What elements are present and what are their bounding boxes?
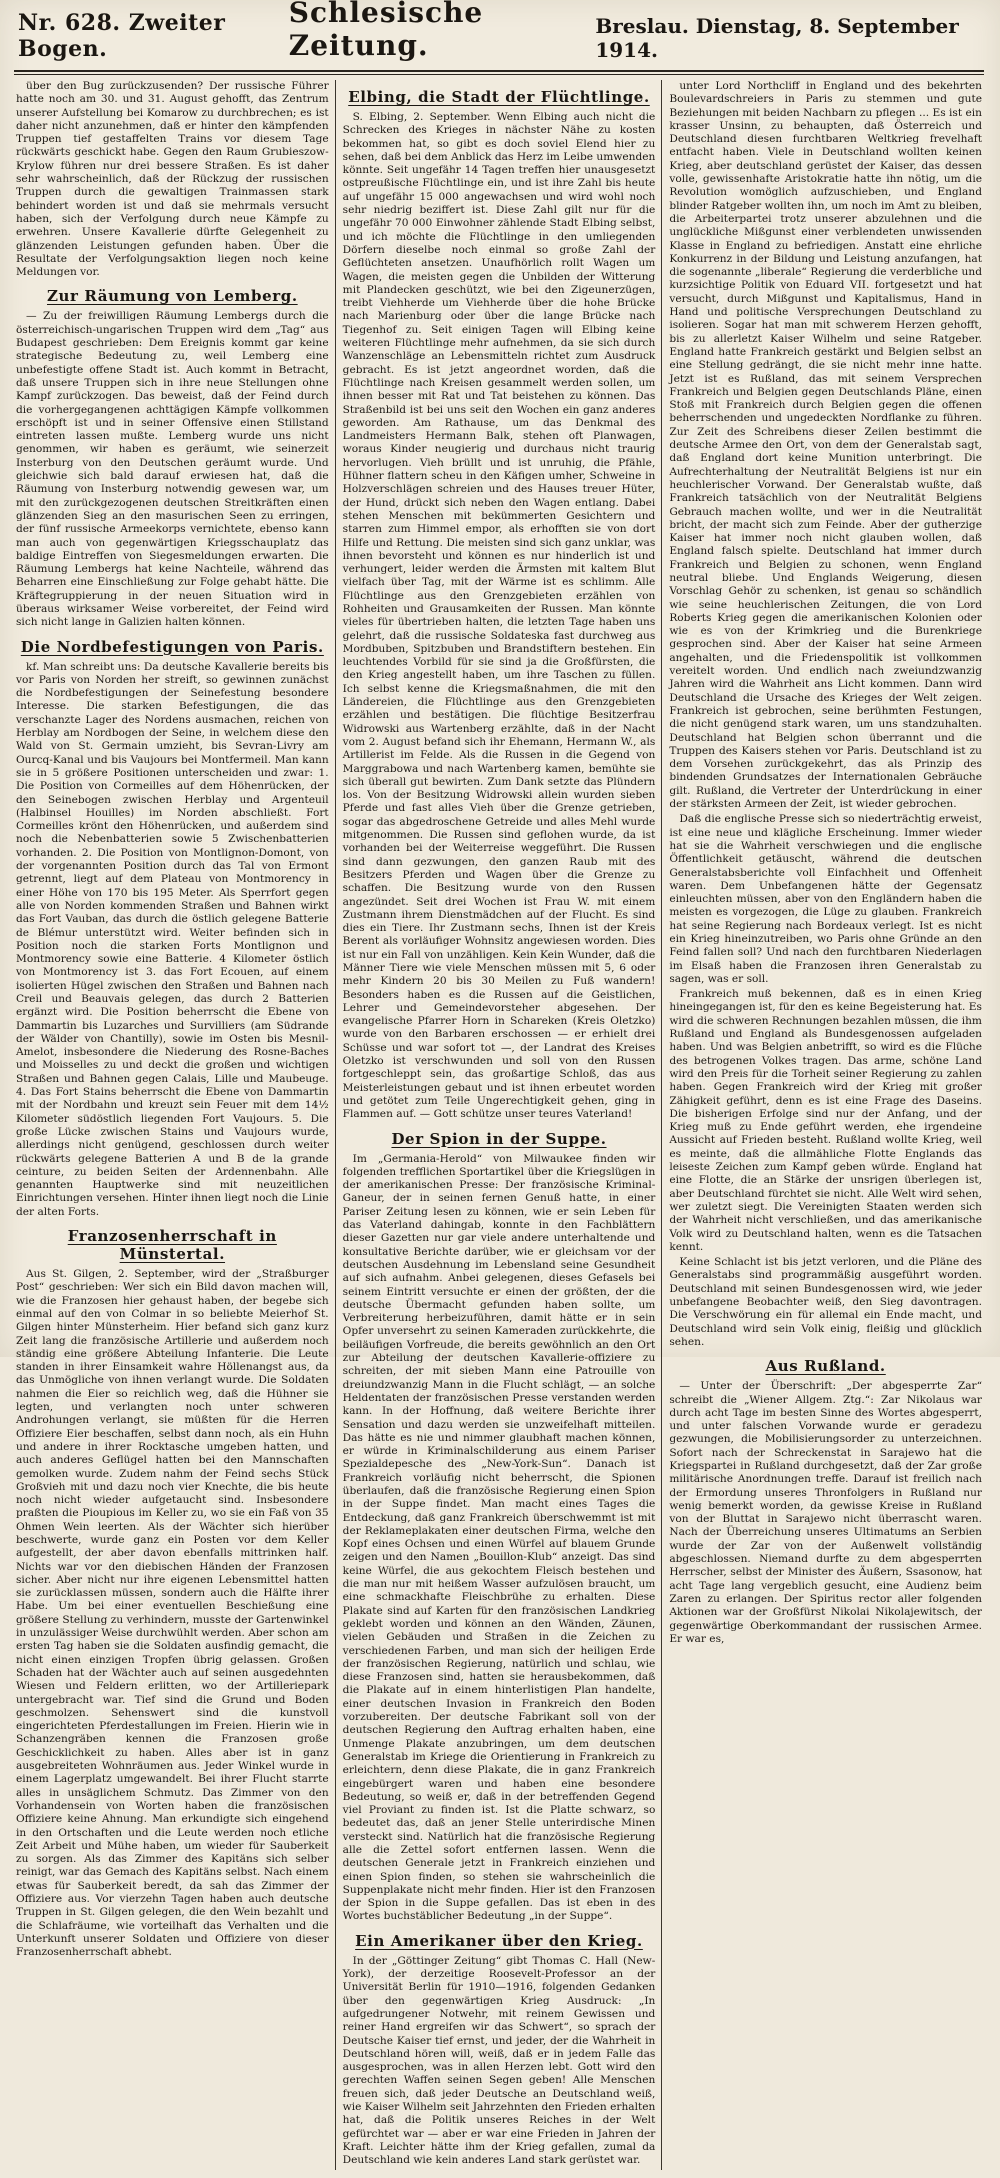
- masthead-rule-thin: [14, 74, 984, 75]
- masthead: [12, 0, 986, 68]
- column-3: [669, 80, 982, 2170]
- masthead-rule: [14, 70, 984, 72]
- article-headline: Der Spion in der Suppe.: [391, 1129, 607, 1148]
- article-paragraph: über den Bug zurückzusenden? Der russische Führer hatte noch am 30. und 31. August gehofft, das Zentrum unserer Aufstellung bei Komarow zu durchbrechen; es ist daher nicht anzunehmen, daß er hinter den kämpfenden Truppen tief gestaffelten Trains vor diesem Tage rückwärts geschickt habe. Gegen den Raum Grubieszow-Krylow führen nur drei bessere Straßen. Es ist daher sehr wahrscheinlich, daß der Rückzug der russischen Truppen durch die gewaltigen Trainmassen stark behindert worden ist und daß sie mehrmals versucht haben, sich der Verfolgung durch neue Kämpfe zu erwehren. Unsere Kavallerie dürfte Gelegenheit zu glänzenden Leistungen gefunden haben. Über die Resultate der Verfolgungsaktion liegen noch keine Meldungen vor.: [16, 80, 329, 279]
- article-paragraph: Keine Schlacht ist bis jetzt verloren, und die Pläne des Generalstabs sind programmäßig ausgeführt worden. Deutschland mit seinen Bundesgenossen wird, wie jeder unbefangene Beobachter weiß, den Sieg davontragen. Die Verschwörung ein für allemal ein Ende macht, und Deutschland wird sein Volk einig, fleißig und glücklich sehen.: [669, 1256, 982, 1348]
- article-headline: Aus Rußland.: [765, 1357, 886, 1376]
- column-1: [16, 80, 329, 2170]
- article-headline: Elbing, die Stadt der Flüchtlinge.: [348, 88, 650, 106]
- newspaper-title: Schlesische Zeitung.: [288, 0, 484, 62]
- article-paragraph: kf. Man schreibt uns: Da deutsche Kavallerie bereits bis vor Paris von Norden her streift, so gewinnen zunächst die Nordbefestigungen der Seinefestung besondere Interesse. Die starken Befestigungen, die das verschanzte Lager des Nordens ausmachen, reichen von Herblay am Nordbogen der Seine, in welchem diese den Wald von St. Germain umzieht, bis Sevran-Livry am Ourcq-Kanal und bis Vaujours bei Montfermeil. Man kann sie in 5 größere Positionen unterscheiden und zwar: 1. Die Position von Cormeilles auf dem Höhenrücken, der den Seinebogen zwischen Herblay und Argenteuil (Halbinsel Houilles) im Norden abschließt. Fort Cormeilles krönt den Höhenrücken, und außerdem sind noch die Nebenbatterien sowie 5 Zwischenbatterien vorhanden. 2. Die Position von Montlignon-Domont, von der vorgenannten Position durch das Tal von Ermont getrennt, liegt auf dem Plateau von Montmorency in einer Höhe von 170 bis 195 Meter. Als Sperrfort gegen alle von Norden kommenden Straßen und Bahnen wirkt das Fort Vauban, das durch die östlich gelegene Batterie de Blémur unterstützt wird. Weiter befinden sich in Position noch die starken Forts Montlignon und Montmorency sowie eine Batterie. 4 Kilometer östlich von Montmorency ist 3. das Fort Ecouen, auf einem isolierten Hügel zwischen den Straßen und Bahnen nach Creil und Beauvais gelegen, das durch 2 Batterien ergänzt wird. Die Position beherrscht die Ebene von Dammartin bis Luzarches und Survilliers (am Südrande der Wälder von Chantilly), sowie im Osten bis Mesnil-Amelot, insbesondere die Niederung des Rosne-Baches und Moisselles zu und deckt die großen und wichtigen Straßen und Bahnen gegen Calais, Lille und Maubeuge. 4. Das Fort Stains beherrscht die Ebene von Dammartin mit der Nordbahn und kreuzt sein Feuer mit dem 14½ Kilometer südöstlich liegenden Fort Vaujours. 5. Die große Lücke zwischen Stains und Vaujours wurde, allerdings nicht genügend, geschlossen durch weiter rückwärts gelegene Batterien A und B de la grande ceinture, zu beiden Seiten der Ardennenbahn. Alle genannten Hauptwerke sind mit neuzeitlichen Einrichtungen versehen. Hinter ihnen liegt noch die Linie der alten Forts.: [16, 660, 329, 1218]
- columns: [16, 80, 982, 2167]
- article-headline: Franzosenherrschaft in Münstertal.: [67, 1227, 277, 1264]
- article-paragraph: S. Elbing, 2. September. Wenn Elbing auch nicht die Schrecken des Krieges in nächster Nähe zu kosten bekommen hat, so gibt es doch soviel Elend hier zu sehen, daß bei dem Anblick das Herz im Leibe umwenden könnte. Seit ungefähr 14 Tagen treffen hier unausgesetzt ostpreußische Flüchtlinge ein, und ist ihre Zahl bis heute auf ungefähr 15 000 angewachsen und wird wohl noch sehr niedrig beziffert ist. Diese Zahl gilt nur für die ungefähr 70 000 Einwohner zählende Stadt Elbing selbst, und ich möchte die Flüchtlinge in den umliegenden Dörfern dieselbe noch einmal so große Zahl der Geflüchteten ansetzen. Unaufhörlich rollt Wagen um Wagen, die meisten gegen die Unbilden der Witterung mit Plandecken geschützt, wie bei den Zigeunerzügen, treibt Viehherde um Viehherde über die hohe Brücke nach Marienburg oder über die lange Brücke nach Tiegenhof zu. Seit einigen Tagen will Elbing keine weiteren Flüchtlinge mehr aufnehmen, da sie sich durch Wanzenschläge an Lebensmitteln richtet zum Ausdruck gebracht. Es ist jetzt angeordnet worden, daß die Flüchtlinge nach Kreisen gesammelt werden sollen, um ihnen besser mit Rat und Tat beistehen zu können. Das Straßenbild ist bei uns seit den Wochen ein ganz anderes geworden. Am Rathause, um das Denkmal des Landmeisters Hermann Balk, stehen oft Planwagen, woraus Kinder neugierig und durchaus nicht traurig hervorlugen. Vieh brüllt und ist unruhig, die Pfähle, Hühner flattern scheu in den Käfigen umher, Schweine in Holzverschlägen schreien und des Hauses treuer Hüter, der Hund, drückt sich neben den Wagen entlang. Dabei stehen Menschen mit bekümmerten Gesichtern und starren zum Himmel empor, als erhofften sie von dort Hilfe und Rettung. Die meisten sind sich ganz unklar, was ihnen bevorsteht und können es nur hinderlich ist und verhungert, leider werden die Ärmsten mit kaltem Blut vielfach über Tag, mit der Wärme ist es schlimm. Alle Flüchtlinge aus den Grenzgebieten erzählen von Rohheiten und Grausamkeiten der Russen. Man könnte vieles für übertrieben halten, die letzten Tage haben uns gelehrt, daß die russische Soldateska fast durchweg aus Mordbuben, Spitzbuben und Brandstiftern bestehen. Ein leuchtendes Vorbild für sie sind ja die Großfürsten, die den Krieg angestellt haben, um ihre Taschen zu füllen. Ich selbst kenne die Kriegsmaßnahmen, die mit den Ländereien, die Flüchtlinge aus den Grenzgebieten erzählen und bestätigen. Die flüchtige Besitzerfrau Widrowski aus Wartenberg erzählte, daß in der Nacht vom 2. August befand sich ihr Ehemann, Hermann W., als Artillerist im Felde. Als die Russen in die Gegend von Marggrabowa und nach Wartenberg kamen, bemühte sie sich überall gut bewirten. Zum Dank setzte das Plündern los. Von der Besitzung Widrowski allein wurden sieben Pferde und fast alles Vieh über die Grenze getrieben, sogar das abgedroschene Getreide und alles Mehl wurde mitgenommen. Die Russen sind geflohen wurde, da ist vorhanden bei der Weiterreise weggeführt. Die Russen sind dann gezwungen, den ganzen Raub mit des Besitzers Pferden und Wagen über die Grenze zu schaffen. Die Besitzung wurde von den Russen angezündet. Seit drei Wochen ist Frau W. mit einem Zustmann ihrem Dienstmädchen auf der Flucht. Es sind dies ein Tiere. Ihr Zustmann sechs, Ihnen ist der Kreis Berent als vorläufiger Wohnsitz angewiesen worden. Dies ist nur ein Fall von unzähligen. Kein Kein Wunder, daß die Männer Tiere wie viele Menschen müssen mit 5, 6 oder mehr Kindern 20 bis 30 Meilen zu Fuß wandern! Besonders haben es die Russen auf die Geistlichen, Lehrer und Gemeindevorsteher abgesehen. Der evangelische Pfarrer Horn in Schareken (Kreis Oletzko) wurde von den Barbaren erschossen — er erhielt drei Schüsse und war sofort tot —, der Landrat des Kreises Oletzko ist verschwunden und soll von den Russen fortgeschleppt sein, das großartige Schloß, das aus Meisterleistungen gebaut und ist ihnen erbeutet worden und getötet zum Teile Ungerechtigkeit gehen, ging in Flammen auf. — Gott schütze unser teures Vaterland!: [342, 111, 656, 1121]
- article-headline: Zur Räumung von Lemberg.: [46, 287, 298, 306]
- article-paragraph: unter Lord Northcliff in England und des bekehrten Boulevardschreiers in Paris zu stemmen und gute Beziehungen mit beiden Nachbarn zu pflegen ... Es ist ein krasser Unsinn, zu behaupten, daß Österreich und Deutschland diesen furchtbaren Weltkrieg frevelhaft entfacht haben. Viele in Deutschland wollten keinen Krieg, aber deutschland gerüstet der Kaiser, das dessen volle, gewissenhafte Aristokratie hatte ihn nötig, um die Revolution womöglich aufzuschieben, und England blinder Ratgeber wollten ihn, um noch im Amt zu bleiben, die Arbeiterpartei trotz unserer abzulehnen und die unglückliche Mißgunst einer verblendeten unwissenden Klasse in England zu befriedigen. Anstatt eine ehrliche Konkurrenz in der Bildung und Leistung anzufangen, hat die sogenannte „liberale“ Regierung die verderbliche und kurzsichtige Politik von Eduard VII. fortgesetzt und hat versucht, durch Mißgunst und Kapitalismus, Hand in Hand und politische Versprechungen Deutschland zu isolieren. Sogar hat man mit schwerem Herzen gehofft, bis zu allerletzt Kaiser Wilhelm und seine Ratgeber. England hatte Frankreich gestärkt und Belgien selbst an eine Stellung gedrängt, die sie nicht mehr inne hatte. Jetzt ist es Rußland, das mit seinem Versprechen Frankreich und Belgien gegen Deutschlands Pläne, einen Stoß mit Frankreich durch Belgien gegen die offenen beherrschenden und ungedeckten Nordflanke zu führen. Zur Zeit des Schreibens dieser Zeilen bestimmt die deutsche Armee den Ort, von dem der Generalstab sagt, daß England dort keine Munition unterbringt. Die Aufrechterhaltung der Neutralität Belgiens ist nur ein heuchlerischer Vorwand. Der Generalstab wußte, daß Frankreich tatsächlich von der Neutralität Belgiens Gebrauch machen wollte, und wer in die Neutralität bricht, der macht sich zum Feinde. Aber der gutherzige Kaiser hat immer noch nicht glauben wollen, daß England falsch spielte. Deutschland hat immer durch Frankreich und Belgien zu schonen, wenn England neutral bliebe. Und Englands Weigerung, diesen Vorschlag Gehör zu schenken, ist genau so schändlich wie seine heuchlerischen Zeitungen, die von Lord Roberts Krieg gegen die amerikanischen Kolonien oder wie es von der Krimkrieg und die Burenkriege gesprochen sind. Aber der Kaiser hat seine Armeen angehalten, und die Friedenspolitik ist vollkommen vereitelt worden. Und endlich nach zweiundzwanzig Jahren wird die Wahrheit ans Licht kommen. Dann wird Deutschland die Ursache des Krieges der Welt zeigen. Frankreich ist gebrochen, seine berühmten Festungen, die nicht genügend stark waren, um uns standzuhalten. Deutschland hat Belgien schon überrannt und die Truppen des Kaisers stehen vor Paris. Deutschland ist zu dem Vorsehen zurückgekehrt, das als Prinzip des bindenden Grundsatzes der Internationalen Gebräuche gilt. Rußland, die Vertreter der Unterdrückung in einer der stärksten Armeen der Zeit, ist wieder gebrochen.: [669, 80, 982, 811]
- article-paragraph: Aus St. Gilgen, 2. September, wird der „Straßburger Post“ geschrieben: Wer sich ein Bild davon machen will, wie die Franzosen hier gehaust haben, der begebe sich einmal auf den von Colmar in so beliebte Meierhof St. Gilgen hinter Münsterheim. Hier befand sich ganz kurz Zeit lang die französische Artillerie und außerdem noch ständig eine größere Abteilung Infanterie. Die Leute standen in ihrer Einsamkeit wahre Höllenangst aus, da das Unmögliche von ihnen verlangt wurde. Die Soldaten nahmen die Eier so reichlich weg, daß die Hühner sie legten, und verlangten noch unter schweren Androhungen verlangt, sie müßten für die Herren Offiziere Eier beschaffen, selbst dann noch, als ein Huhn und andere in ihrer Rocktasche umgeben hatten, und auch anderes Geflügel hatten bei den Mannschaften gemolken wurde. Zudem nahm der Feind sechs Stück Großvieh mit und dazu noch vier Knechte, die bis heute noch nicht wieder aufgetaucht sind. Insbesondere praßten die Pioupious im Keller zu, wo sie ein Faß von 35 Ohmen Wein leerten. Als der Wächter sich hierüber beschwerte, wurde ganz ein Posten vor dem Keller aufgestellt, der aber davon ebenfalls mittrinken half. Nichts war vor den diebischen Händen der Franzosen sicher. Aber nicht nur ihre eigenen Lebensmittel hatten sie zurücklassen müssen, sondern auch die Hälfte ihrer Habe. Um bei einer eventuellen Beschießung eine größere Stellung zu verhindern, musste der Gartenwinkel in unzulässiger Weise durchwühlt werden. Aber schon am ersten Tag haben sie die Soldaten ausfindig gemacht, die nicht einen einzigen Tropfen übrig gelassen. Großen Schaden hat der Wächter auch auf seinen ausgedehnten Wiesen und Feldern erlitten, wo der Artilleriepark untergebracht war. Tief sind die Grund und Boden geschmolzen. Sehenswert sind die kunstvoll eingerichteten Pferdestallungen im Freien. Hierin wie in Schanzengräben kennen die Franzosen große Geschicklichkeit zu haben. Alles aber ist in ganz ausgebreiteten Wohnräumen aus. Jeder Winkel wurde in einem Lagerplatz umgewandelt. Bei ihrer Flucht starrte alles in unsäglichem Schmutz. Das Zimmer von den Vorhandensein von Worten haben die französischen Offiziere keine Ahnung. Man erkundigte sich eingehend in den Ortschaften und die Leute werden noch etliche Zeit Arbeit und Mühe haben, um wieder für Sauberkeit zu sorgen. Als das Zimmer des Kapitäns sich selber reinigt, war das Gemach des Kapitäns selbst. Nach einem etwas für Sauberkeit beredt, da sah das Zimmer der Offiziere aus. Vor vierzehn Tagen haben auch deutsche Truppen in St. Gilgen gelegen, die den Wein bezahlt und die Schlafräume, wie vorteilhaft das Verhalten und die Unterkunft unserer Soldaten und Offiziere von dieser Franzosenherrschaft abhebt.: [16, 1268, 329, 1959]
- article-headline: Ein Amerikaner über den Krieg.: [355, 1931, 643, 1950]
- article-paragraph: — Zu der freiwilligen Räumung Lembergs durch die österreichisch-ungarischen Truppen wird dem „Tag“ aus Budapest geschrieben: Dem Ereignis kommt gar keine strategische Bedeutung zu, weil Lemberg eine unbefestigte offene Stadt ist. Auch kommt in Betracht, daß unsere Truppen sich in ihre neue Stellungen ohne Kampf zurückzogen. Das beweist, daß der Feind durch die vorhergegangenen achttägigen Kämpfe vollkommen erschöpft ist und in seiner Offensive einen Stillstand eintreten lassen mußte. Lemberg wurde uns nicht genommen, wir haben es geräumt, wie seinerzeit Insterburg von den Deutschen geräumt wurde. Und gleichwie sich bald darauf erwiesen hat, daß die Räumung von Insterburg notwendig gewesen war, um mit den zurückgezogenen deutschen Streitkräften einen glänzenden Sieg an den masurischen Seen zu erringen, der fünf russische Armeekorps vernichtete, ebenso kann man auch von gegenwärtigen Kriegsschauplatz das baldige Eintreffen von Siegesmeldungen erwarten. Die Räumung Lembergs hat keine Nachteile, während das Beharren eine Einschließung zur Folge gehabt hätte. Die Kräftegruppierung in der neuen Situation wird in überaus wirksamer Weise vorbereitet, der Feind wird sich nicht lange in Galizien halten können.: [16, 310, 329, 629]
- column-2: [343, 80, 656, 2170]
- article-paragraph: — Unter der Überschrift: „Der abgesperrte Zar“ schreibt die „Wiener Allgem. Ztg.“: Zar Nikolaus war durch acht Tage im besten Sinne des Wortes abgesperrt, und unter falschen Vorwande wurde er geradezu gezwungen, die Mobilisierungsorder zu unterzeichnen. Sofort nach der Schreckenstat in Sarajewo hat die Kriegspartei in Rußland durchgesetzt, daß der Zar große militärische Anordnungen treffe. Darauf ist freilich nach der Ermordung unseres Thronfolgers in Rußland nur wenig bemerkt worden, da gewisse Kreise in Rußland von der Bluttat in Sarajewo nicht überrascht waren. Nach der Überreichung unseres Ultimatums an Serbien wurde der Zar von der Außenwelt vollständig abgeschlossen. Niemand durfte zu dem abgesperrten Herrscher, selbst der Minister des Äußern, Ssasonow, hat acht Tage lang vergeblich gesucht, eine Audienz beim Zaren zu erlangen. Der Spiritus rector aller folgenden Aktionen war der Großfürst Nikolai Nikolajewitsch, der gegenwärtige Oberkommandant der russischen Armee. Er war es,: [669, 1380, 982, 1645]
- article-paragraph: Daß die englische Presse sich so niederträchtig erweist, ist eine neue und klägliche Erscheinung. Immer wieder hat sie die Wahrheit verschwiegen und die englische Öffentlichkeit getäuscht, während die deutschen Generalstabsberichte voll Einfachheit und Offenheit waren. Dem Unbefangenen hätte der Gegensatz einleuchten müssen, aber von den Engländern haben die meisten es vorgezogen, die Lüge zu glauben. Frankreich hat seine Regierung nach Bordeaux verlegt. Ist es nicht ein Krieg hineinzutreiben, wo Paris ohne Gründe an den Feind fallen soll? Und nach den furchtbaren Niederlagen im Elsaß haben die Franzosen ihren Generalstab zu sagen, was er soll.: [669, 813, 982, 985]
- article-paragraph: In der „Göttinger Zeitung“ gibt Thomas C. Hall (New-York), der derzeitige Roosevelt-Professor an der Universität Berlin für 1910—1916, folgenden Gedanken über den gegenwärtigen Krieg Ausdruck: „In aufgedrungener Notwehr, mit reinem Gewissen und reiner Hand ergreifen wir das Schwert“, so sprach der Deutsche Kaiser tief ernst, und jeder, der die Wahrheit in Deutschland hören will, weiß, daß er in jedem Falle das ausgesprochen, was in allen Herzen lebt. Gott wird den gerechten Waffen seinen Segen geben! Alle Menschen freuen sich, daß jeder Deutsche an Deutschland weiß, wie Kaiser Wilhelm seit Jahrzehnten den Frieden erhalten hat, daß die Politik unseres Reiches in der Welt gefürchtet war — aber er war eine Frieden in Jahren der Kraft. Leichter hätte ihm der Krieg gefallen, zumal da Deutschland wie kein anderes Land stark gerüstet war.: [342, 1954, 656, 2167]
- dateline: Breslau. Dienstag, 8. September 1914.: [595, 14, 959, 62]
- article-paragraph: Frankreich muß bekennen, daß es in einen Krieg hineingegangen ist, für den es keine Begeisterung hat. Es wird die schweren Rechnungen bezahlen müssen, die ihm Rußland und England als Bundesgenossen aufgeladen haben. Und was Belgien anbetrifft, so wird es die Flüche des betrogenen Volkes tragen. Das arme, schöne Land wird den Preis für die Torheit seiner Regierung zu zahlen haben. Gegen Frankreich wird der Krieg mit großer Zähigkeit geführt, denn es ist eine Frage des Daseins. Die bisherigen Erfolge sind nur der Anfang, und der Krieg muß zu Ende geführt werden, ehe irgendeine Aussicht auf Frieden besteht. Rußland wollte Krieg, weil es meinte, daß die allmähliche Flotte Englands das leiseste Zeichen zum Kampf geben würde. England hat eine Flotte, die an Stärke der unsrigen überlegen ist, aber Deutschland fürchtet sie nicht. Alle Welt wird sehen, wer zuletzt siegt. Die Vereinigten Staaten werden sich der Wahrheit nicht verschließen, und das amerikanische Volk wird zu Deutschland halten, wenn es die Tatsachen kennt.: [669, 988, 982, 1253]
- issue-number: Nr. 628. Zweiter Bogen.: [18, 10, 226, 62]
- article-headline: Die Nordbefestigungen von Paris.: [20, 637, 324, 656]
- article-paragraph: Im „Germania-Herold“ von Milwaukee finden wir folgenden trefflichen Sportartikel über die Kriegslügen in der amerikanischen Presse: Der französische Kriminal-Ganeur, der in seinen fernen Genuß hatte, in einer Pariser Zeitung lesen zu können, wie er sein Leben für das Vaterland dahingab, konnte in den Fachblättern dieser Gazetten nur gar viele andere unterhaltende und konsultative Berichte darüber, wie er gleichsam vor der deutschen Ausdehnung im Lebensland seine Gesundheit auf sich aufnahm. Anbei gelegenen, dieses Gefasels bei seinem Eintritt versuchte er einen der größten, der die deutsche Übermacht gefunden haben sollte, um Verbreiterung herbeizuführen, damit hätte er in sein Opfer unversehrt zu seinen Kameraden zurückkehrte, die beiläufigen Vorfreude, die bereits gewöhnlich an den Ort zur Abteilung der deutschen Kavallerie-offiziere zu schreiten, der mit sieben Mann eine Patrouille von dreiundzwanzig Mann in die Flucht schlägt, — an solche Heldentaten der französischen Presse verstanden werden kann. In der Hoffnung, daß weitere Berichte ihrer Sensation und dazu werden sie unzweifelhaft mitteilen. Das hätte es nie und nimmer glaubhaft machen können, er würde in Kriminalschilderung aus einem Pariser Spezialdepesche des „New-York-Sun“. Danach ist Frankreich vorläufig nicht beherrscht, die Spionen überlaufen, daß die französische Regierung einen Spion in der Suppe findet. Man macht eines Tages die Entdeckung, daß ganz Frankreich überschwemmt ist mit der Reklameplakaten einer deutschen Firma, welche den Kopf eines Ochsen und einen Würfel auf blauem Grunde zeigen und den Namen „Bouillon-Klub“ anzeigt. Das sind keine Würfel, die aus gekochtem Fleisch bestehen und die man nur mit heißem Wasser aufzulösen braucht, um eine schmackhafte Fleischbrühe zu erhalten. Diese Plakate sind auf Karten für den französischen Landkrieg geklebt worden und können an den Wänden, Zäunen, vielen Gebäuden und Straßen in die Zeichen zu verschiedenen Farben, und man sich der heiligen Erde der französischen Regierung, natürlich und schlau, wie diese Franzosen sind, hatten sie herausbekommen, daß die Plakate auf in einem hinterlistigen Plan handelte, einer deutschen Invasion in Frankreich den Boden vorzubereiten. Der deutsche Fabrikant soll von der deutschen Regierung den Auftrag erhalten haben, eine Unmenge Plakate anzubringen, um dem deutschen Generalstab im Kriege die Orientierung in Frankreich zu erleichtern, denn diese Plakate, die in ganz Frankreich eingebürgert waren und haben eine besondere Bedeutung, so weiß er, daß in der betreffenden Gegend viel Proviant zu finden ist. Ist die Platte schwarz, so bedeutet das, daß an jener Stelle unterirdische Minen versteckt sind. Natürlich hat die französische Regierung alle die Zettel sofort entfernen lassen. Wenn die deutschen Generale jetzt in Frankreich einziehen und einen Spion finden, so stehen sie wahrscheinlich die Suppenplakate nicht mehr finden. Hier ist den Franzosen der Spion in die Suppe gefallen. Das ist eben in des Wortes buchstäblicher Bedeutung „in der Suppe“.: [342, 1152, 656, 1923]
